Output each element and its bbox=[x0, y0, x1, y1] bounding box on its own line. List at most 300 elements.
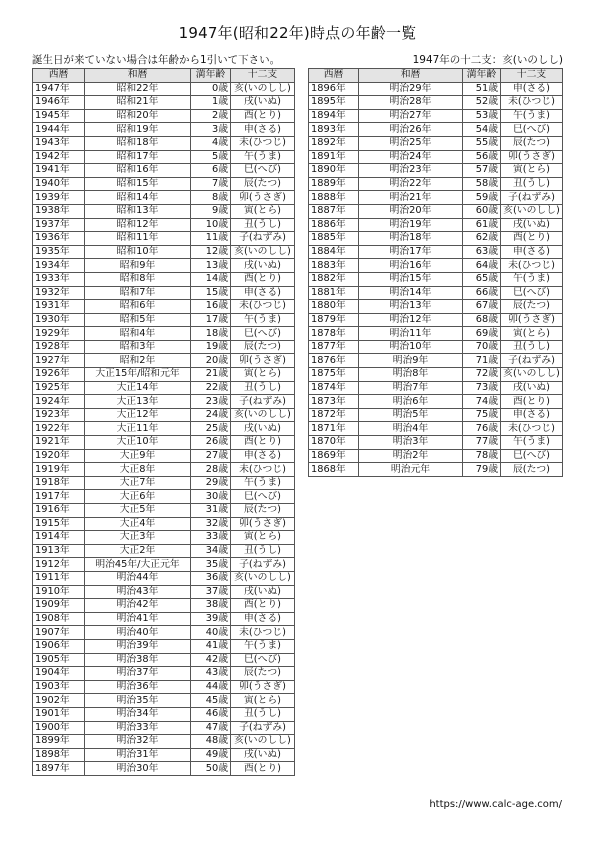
wareki-cell: 明治44年 bbox=[85, 571, 191, 585]
table-row bbox=[309, 123, 563, 137]
eto-cell: 辰(たつ) bbox=[231, 340, 295, 354]
wareki-cell: 大正13年 bbox=[85, 395, 191, 409]
eto-cell: 申(さる) bbox=[231, 286, 295, 300]
age-cell: 31歳 bbox=[191, 504, 231, 518]
wareki-cell: 大正9年 bbox=[85, 449, 191, 463]
wareki-cell: 昭和6年 bbox=[85, 300, 191, 314]
age-cell: 2歳 bbox=[191, 109, 231, 123]
seireki-cell: 1913年 bbox=[33, 544, 85, 558]
wareki-cell: 明治16年 bbox=[359, 259, 463, 273]
wareki-cell: 昭和9年 bbox=[85, 259, 191, 273]
wareki-cell: 明治元年 bbox=[359, 463, 463, 477]
age-cell: 38歳 bbox=[191, 599, 231, 613]
age-cell: 18歳 bbox=[191, 327, 231, 341]
age-cell: 74歳 bbox=[463, 395, 501, 409]
age-cell: 79歳 bbox=[463, 463, 501, 477]
seireki-cell: 1890年 bbox=[309, 164, 359, 178]
eto-cell: 午(うま) bbox=[231, 639, 295, 653]
age-cell: 76歳 bbox=[463, 422, 501, 436]
table-row bbox=[33, 191, 295, 205]
wareki-cell: 明治28年 bbox=[359, 96, 463, 110]
eto-cell: 丑(うし) bbox=[231, 707, 295, 721]
age-cell: 65歳 bbox=[463, 272, 501, 286]
seireki-cell: 1936年 bbox=[33, 232, 85, 246]
table-row bbox=[33, 177, 295, 191]
wareki-cell: 明治11年 bbox=[359, 327, 463, 341]
seireki-cell: 1871年 bbox=[309, 422, 359, 436]
table-row bbox=[33, 571, 295, 585]
seireki-cell: 1924年 bbox=[33, 395, 85, 409]
seireki-cell: 1901年 bbox=[33, 707, 85, 721]
table-row bbox=[309, 109, 563, 123]
wareki-cell: 明治20年 bbox=[359, 204, 463, 218]
wareki-cell: 明治3年 bbox=[359, 436, 463, 450]
wareki-cell: 大正15年/昭和元年 bbox=[85, 368, 191, 382]
table-row bbox=[33, 612, 295, 626]
eto-cell: 戌(いぬ) bbox=[231, 96, 295, 110]
table-row bbox=[33, 449, 295, 463]
seireki-cell: 1884年 bbox=[309, 245, 359, 259]
seireki-cell: 1938年 bbox=[33, 204, 85, 218]
wareki-cell: 明治43年 bbox=[85, 585, 191, 599]
table-row bbox=[33, 558, 295, 572]
wareki-cell: 明治8年 bbox=[359, 368, 463, 382]
table-row bbox=[33, 504, 295, 518]
age-cell: 33歳 bbox=[191, 531, 231, 545]
age-cell: 71歳 bbox=[463, 354, 501, 368]
age-cell: 53歳 bbox=[463, 109, 501, 123]
age-cell: 29歳 bbox=[191, 476, 231, 490]
seireki-cell: 1907年 bbox=[33, 626, 85, 640]
seireki-cell: 1877年 bbox=[309, 340, 359, 354]
seireki-cell: 1937年 bbox=[33, 218, 85, 232]
seireki-cell: 1900年 bbox=[33, 721, 85, 735]
seireki-cell: 1872年 bbox=[309, 408, 359, 422]
wareki-cell: 大正3年 bbox=[85, 531, 191, 545]
age-cell: 50歳 bbox=[191, 762, 231, 776]
table-row bbox=[33, 422, 295, 436]
eto-cell: 酉(とり) bbox=[231, 762, 295, 776]
eto-cell: 戌(いぬ) bbox=[231, 748, 295, 762]
wareki-cell: 昭和5年 bbox=[85, 313, 191, 327]
age-cell: 49歳 bbox=[191, 748, 231, 762]
wareki-cell: 大正10年 bbox=[85, 436, 191, 450]
wareki-cell: 明治42年 bbox=[85, 599, 191, 613]
seireki-cell: 1920年 bbox=[33, 449, 85, 463]
wareki-cell: 明治14年 bbox=[359, 286, 463, 300]
age-cell: 10歳 bbox=[191, 218, 231, 232]
eto-cell: 未(ひつじ) bbox=[231, 463, 295, 477]
eto-cell: 申(さる) bbox=[231, 449, 295, 463]
wareki-cell: 大正14年 bbox=[85, 381, 191, 395]
age-cell: 6歳 bbox=[191, 164, 231, 178]
eto-cell: 子(ねずみ) bbox=[231, 721, 295, 735]
seireki-cell: 1931年 bbox=[33, 300, 85, 314]
seireki-cell: 1943年 bbox=[33, 136, 85, 150]
age-cell: 11歳 bbox=[191, 232, 231, 246]
wareki-cell: 昭和18年 bbox=[85, 136, 191, 150]
eto-cell: 丑(うし) bbox=[231, 544, 295, 558]
wareki-cell: 昭和3年 bbox=[85, 340, 191, 354]
age-cell: 34歳 bbox=[191, 544, 231, 558]
eto-cell: 卯(うさぎ) bbox=[231, 680, 295, 694]
table-row bbox=[33, 245, 295, 259]
seireki-cell: 1915年 bbox=[33, 517, 85, 531]
seireki-cell: 1868年 bbox=[309, 463, 359, 477]
eto-cell: 子(ねずみ) bbox=[501, 191, 563, 205]
eto-cell: 未(ひつじ) bbox=[501, 422, 563, 436]
table-row bbox=[309, 449, 563, 463]
wareki-cell: 昭和2年 bbox=[85, 354, 191, 368]
age-cell: 61歳 bbox=[463, 218, 501, 232]
age-cell: 23歳 bbox=[191, 395, 231, 409]
table-row bbox=[33, 300, 295, 314]
seireki-cell: 1896年 bbox=[309, 82, 359, 96]
seireki-cell: 1888年 bbox=[309, 191, 359, 205]
wareki-cell: 昭和21年 bbox=[85, 96, 191, 110]
table-row bbox=[309, 286, 563, 300]
seireki-cell: 1906年 bbox=[33, 639, 85, 653]
seireki-cell: 1869年 bbox=[309, 449, 359, 463]
table-row bbox=[309, 191, 563, 205]
header-age: 満年齢 bbox=[191, 69, 231, 83]
eto-cell: 辰(たつ) bbox=[231, 667, 295, 681]
seireki-cell: 1940年 bbox=[33, 177, 85, 191]
header-age: 満年齢 bbox=[463, 69, 501, 83]
wareki-cell: 明治15年 bbox=[359, 272, 463, 286]
eto-cell: 卯(うさぎ) bbox=[501, 150, 563, 164]
table-row bbox=[33, 82, 295, 96]
eto-cell: 午(うま) bbox=[231, 476, 295, 490]
table-row bbox=[33, 123, 295, 137]
table-row bbox=[33, 680, 295, 694]
table-row bbox=[309, 96, 563, 110]
header-wareki: 和暦 bbox=[359, 69, 463, 83]
age-cell: 14歳 bbox=[191, 272, 231, 286]
eto-cell: 酉(とり) bbox=[231, 436, 295, 450]
age-cell: 56歳 bbox=[463, 150, 501, 164]
age-cell: 12歳 bbox=[191, 245, 231, 259]
table-row bbox=[309, 354, 563, 368]
seireki-cell: 1879年 bbox=[309, 313, 359, 327]
wareki-cell: 明治35年 bbox=[85, 694, 191, 708]
table-row bbox=[309, 395, 563, 409]
seireki-cell: 1873年 bbox=[309, 395, 359, 409]
seireki-cell: 1925年 bbox=[33, 381, 85, 395]
eto-cell: 申(さる) bbox=[501, 408, 563, 422]
age-cell: 13歳 bbox=[191, 259, 231, 273]
age-cell: 1歳 bbox=[191, 96, 231, 110]
wareki-cell: 明治9年 bbox=[359, 354, 463, 368]
table-row bbox=[33, 408, 295, 422]
seireki-cell: 1904年 bbox=[33, 667, 85, 681]
eto-cell: 亥(いのしし) bbox=[231, 408, 295, 422]
seireki-cell: 1875年 bbox=[309, 368, 359, 382]
table-row bbox=[33, 354, 295, 368]
seireki-cell: 1912年 bbox=[33, 558, 85, 572]
age-cell: 52歳 bbox=[463, 96, 501, 110]
seireki-cell: 1887年 bbox=[309, 204, 359, 218]
seireki-cell: 1908年 bbox=[33, 612, 85, 626]
age-table-left bbox=[32, 68, 295, 776]
wareki-cell: 明治41年 bbox=[85, 612, 191, 626]
seireki-cell: 1942年 bbox=[33, 150, 85, 164]
eto-cell: 午(うま) bbox=[501, 436, 563, 450]
seireki-cell: 1929年 bbox=[33, 327, 85, 341]
header-seireki: 西暦 bbox=[309, 69, 359, 83]
wareki-cell: 明治23年 bbox=[359, 164, 463, 178]
age-cell: 66歳 bbox=[463, 286, 501, 300]
age-cell: 69歳 bbox=[463, 327, 501, 341]
age-cell: 57歳 bbox=[463, 164, 501, 178]
table-row bbox=[309, 381, 563, 395]
eto-cell: 酉(とり) bbox=[231, 109, 295, 123]
wareki-cell: 大正7年 bbox=[85, 476, 191, 490]
age-cell: 39歳 bbox=[191, 612, 231, 626]
wareki-cell: 明治25年 bbox=[359, 136, 463, 150]
seireki-cell: 1880年 bbox=[309, 300, 359, 314]
wareki-cell: 大正6年 bbox=[85, 490, 191, 504]
wareki-cell: 明治45年/大正元年 bbox=[85, 558, 191, 572]
eto-cell: 巳(へび) bbox=[231, 490, 295, 504]
table-row bbox=[33, 259, 295, 273]
wareki-cell: 明治37年 bbox=[85, 667, 191, 681]
age-cell: 46歳 bbox=[191, 707, 231, 721]
age-cell: 26歳 bbox=[191, 436, 231, 450]
wareki-cell: 昭和12年 bbox=[85, 218, 191, 232]
age-cell: 4歳 bbox=[191, 136, 231, 150]
seireki-cell: 1947年 bbox=[33, 82, 85, 96]
wareki-cell: 明治5年 bbox=[359, 408, 463, 422]
eto-cell: 亥(いのしし) bbox=[231, 82, 295, 96]
eto-cell: 辰(たつ) bbox=[231, 504, 295, 518]
wareki-cell: 明治26年 bbox=[359, 123, 463, 137]
eto-cell: 申(さる) bbox=[231, 612, 295, 626]
seireki-cell: 1894年 bbox=[309, 109, 359, 123]
age-cell: 35歳 bbox=[191, 558, 231, 572]
header-eto: 十二支 bbox=[231, 69, 295, 83]
table-row bbox=[33, 381, 295, 395]
year-zodiac-label: 1947年の十二支：亥(いのしし) bbox=[412, 54, 563, 66]
seireki-cell: 1876年 bbox=[309, 354, 359, 368]
eto-cell: 辰(たつ) bbox=[501, 300, 563, 314]
table-row bbox=[33, 694, 295, 708]
seireki-cell: 1881年 bbox=[309, 286, 359, 300]
age-cell: 58歳 bbox=[463, 177, 501, 191]
header-row bbox=[309, 69, 563, 83]
header-row bbox=[33, 69, 295, 83]
table-row bbox=[309, 150, 563, 164]
table-row bbox=[309, 164, 563, 178]
wareki-cell: 明治12年 bbox=[359, 313, 463, 327]
wareki-cell: 明治40年 bbox=[85, 626, 191, 640]
age-cell: 51歳 bbox=[463, 82, 501, 96]
wareki-cell: 明治7年 bbox=[359, 381, 463, 395]
age-cell: 7歳 bbox=[191, 177, 231, 191]
seireki-cell: 1933年 bbox=[33, 272, 85, 286]
seireki-cell: 1916年 bbox=[33, 504, 85, 518]
wareki-cell: 昭和14年 bbox=[85, 191, 191, 205]
wareki-cell: 明治36年 bbox=[85, 680, 191, 694]
wareki-cell: 明治30年 bbox=[85, 762, 191, 776]
wareki-cell: 大正2年 bbox=[85, 544, 191, 558]
seireki-cell: 1899年 bbox=[33, 735, 85, 749]
table-row bbox=[309, 136, 563, 150]
age-cell: 60歳 bbox=[463, 204, 501, 218]
eto-cell: 申(さる) bbox=[501, 245, 563, 259]
table-row bbox=[33, 476, 295, 490]
age-cell: 17歳 bbox=[191, 313, 231, 327]
table-row bbox=[33, 272, 295, 286]
table-row bbox=[33, 762, 295, 776]
table-row bbox=[309, 300, 563, 314]
eto-cell: 戌(いぬ) bbox=[231, 422, 295, 436]
eto-cell: 寅(とら) bbox=[231, 694, 295, 708]
age-cell: 20歳 bbox=[191, 354, 231, 368]
wareki-cell: 明治32年 bbox=[85, 735, 191, 749]
age-cell: 63歳 bbox=[463, 245, 501, 259]
age-cell: 59歳 bbox=[463, 191, 501, 205]
wareki-cell: 明治13年 bbox=[359, 300, 463, 314]
table-row bbox=[33, 463, 295, 477]
seireki-cell: 1922年 bbox=[33, 422, 85, 436]
age-cell: 9歳 bbox=[191, 204, 231, 218]
eto-cell: 寅(とら) bbox=[231, 531, 295, 545]
table-row bbox=[309, 313, 563, 327]
table-row bbox=[33, 204, 295, 218]
seireki-cell: 1926年 bbox=[33, 368, 85, 382]
wareki-cell: 昭和20年 bbox=[85, 109, 191, 123]
age-cell: 68歳 bbox=[463, 313, 501, 327]
wareki-cell: 大正4年 bbox=[85, 517, 191, 531]
seireki-cell: 1921年 bbox=[33, 436, 85, 450]
wareki-cell: 明治24年 bbox=[359, 150, 463, 164]
table-row bbox=[33, 748, 295, 762]
wareki-cell: 明治22年 bbox=[359, 177, 463, 191]
seireki-cell: 1917年 bbox=[33, 490, 85, 504]
footer-url-link[interactable]: https://www.calc-age.com/ bbox=[429, 799, 562, 810]
table-row bbox=[33, 544, 295, 558]
header-wareki: 和暦 bbox=[85, 69, 191, 83]
page-title: 1947年(昭和22年)時点の年齢一覧 bbox=[178, 24, 417, 42]
wareki-cell: 明治38年 bbox=[85, 653, 191, 667]
table-row bbox=[33, 109, 295, 123]
age-cell: 48歳 bbox=[191, 735, 231, 749]
table-row bbox=[33, 340, 295, 354]
table-row bbox=[309, 245, 563, 259]
seireki-cell: 1939年 bbox=[33, 191, 85, 205]
eto-cell: 亥(いのしし) bbox=[501, 204, 563, 218]
age-cell: 32歳 bbox=[191, 517, 231, 531]
table-row bbox=[309, 422, 563, 436]
table-row bbox=[309, 368, 563, 382]
age-cell: 36歳 bbox=[191, 571, 231, 585]
table-row bbox=[309, 204, 563, 218]
age-cell: 67歳 bbox=[463, 300, 501, 314]
seireki-cell: 1893年 bbox=[309, 123, 359, 137]
age-cell: 5歳 bbox=[191, 150, 231, 164]
wareki-cell: 昭和16年 bbox=[85, 164, 191, 178]
wareki-cell: 昭和22年 bbox=[85, 82, 191, 96]
age-cell: 0歳 bbox=[191, 82, 231, 96]
table-row bbox=[33, 327, 295, 341]
seireki-cell: 1910年 bbox=[33, 585, 85, 599]
wareki-cell: 明治31年 bbox=[85, 748, 191, 762]
age-cell: 24歳 bbox=[191, 408, 231, 422]
eto-cell: 巳(へび) bbox=[501, 449, 563, 463]
eto-cell: 子(ねずみ) bbox=[231, 232, 295, 246]
eto-cell: 申(さる) bbox=[231, 123, 295, 137]
wareki-cell: 明治39年 bbox=[85, 639, 191, 653]
eto-cell: 午(うま) bbox=[501, 272, 563, 286]
wareki-cell: 明治17年 bbox=[359, 245, 463, 259]
seireki-cell: 1914年 bbox=[33, 531, 85, 545]
eto-cell: 巳(へび) bbox=[501, 286, 563, 300]
header-seireki: 西暦 bbox=[33, 69, 85, 83]
eto-cell: 辰(たつ) bbox=[231, 177, 295, 191]
eto-cell: 亥(いのしし) bbox=[231, 571, 295, 585]
wareki-cell: 明治29年 bbox=[359, 82, 463, 96]
wareki-cell: 昭和10年 bbox=[85, 245, 191, 259]
eto-cell: 戌(いぬ) bbox=[231, 259, 295, 273]
seireki-cell: 1903年 bbox=[33, 680, 85, 694]
eto-cell: 卯(うさぎ) bbox=[231, 517, 295, 531]
table-row bbox=[309, 272, 563, 286]
eto-cell: 未(ひつじ) bbox=[501, 259, 563, 273]
eto-cell: 寅(とら) bbox=[231, 368, 295, 382]
eto-cell: 寅(とら) bbox=[501, 327, 563, 341]
age-cell: 77歳 bbox=[463, 436, 501, 450]
age-cell: 43歳 bbox=[191, 667, 231, 681]
age-cell: 3歳 bbox=[191, 123, 231, 137]
age-cell: 41歳 bbox=[191, 639, 231, 653]
table-row bbox=[33, 707, 295, 721]
table-row bbox=[309, 436, 563, 450]
table-row bbox=[33, 232, 295, 246]
seireki-cell: 1882年 bbox=[309, 272, 359, 286]
table-row bbox=[33, 721, 295, 735]
age-cell: 70歳 bbox=[463, 340, 501, 354]
eto-cell: 卯(うさぎ) bbox=[231, 354, 295, 368]
seireki-cell: 1932年 bbox=[33, 286, 85, 300]
wareki-cell: 昭和11年 bbox=[85, 232, 191, 246]
table-row bbox=[33, 313, 295, 327]
eto-cell: 寅(とら) bbox=[231, 204, 295, 218]
table-row bbox=[33, 653, 295, 667]
age-cell: 28歳 bbox=[191, 463, 231, 477]
wareki-cell: 明治19年 bbox=[359, 218, 463, 232]
seireki-cell: 1934年 bbox=[33, 259, 85, 273]
table-row bbox=[33, 626, 295, 640]
wareki-cell: 昭和8年 bbox=[85, 272, 191, 286]
seireki-cell: 1923年 bbox=[33, 408, 85, 422]
table-row bbox=[309, 259, 563, 273]
eto-cell: 未(ひつじ) bbox=[231, 136, 295, 150]
seireki-cell: 1886年 bbox=[309, 218, 359, 232]
wareki-cell: 明治21年 bbox=[359, 191, 463, 205]
seireki-cell: 1930年 bbox=[33, 313, 85, 327]
seireki-cell: 1895年 bbox=[309, 96, 359, 110]
wareki-cell: 明治33年 bbox=[85, 721, 191, 735]
eto-cell: 酉(とり) bbox=[231, 599, 295, 613]
wareki-cell: 明治27年 bbox=[359, 109, 463, 123]
seireki-cell: 1905年 bbox=[33, 653, 85, 667]
eto-cell: 丑(うし) bbox=[501, 340, 563, 354]
table-row bbox=[33, 531, 295, 545]
seireki-cell: 1919年 bbox=[33, 463, 85, 477]
seireki-cell: 1897年 bbox=[33, 762, 85, 776]
age-cell: 15歳 bbox=[191, 286, 231, 300]
